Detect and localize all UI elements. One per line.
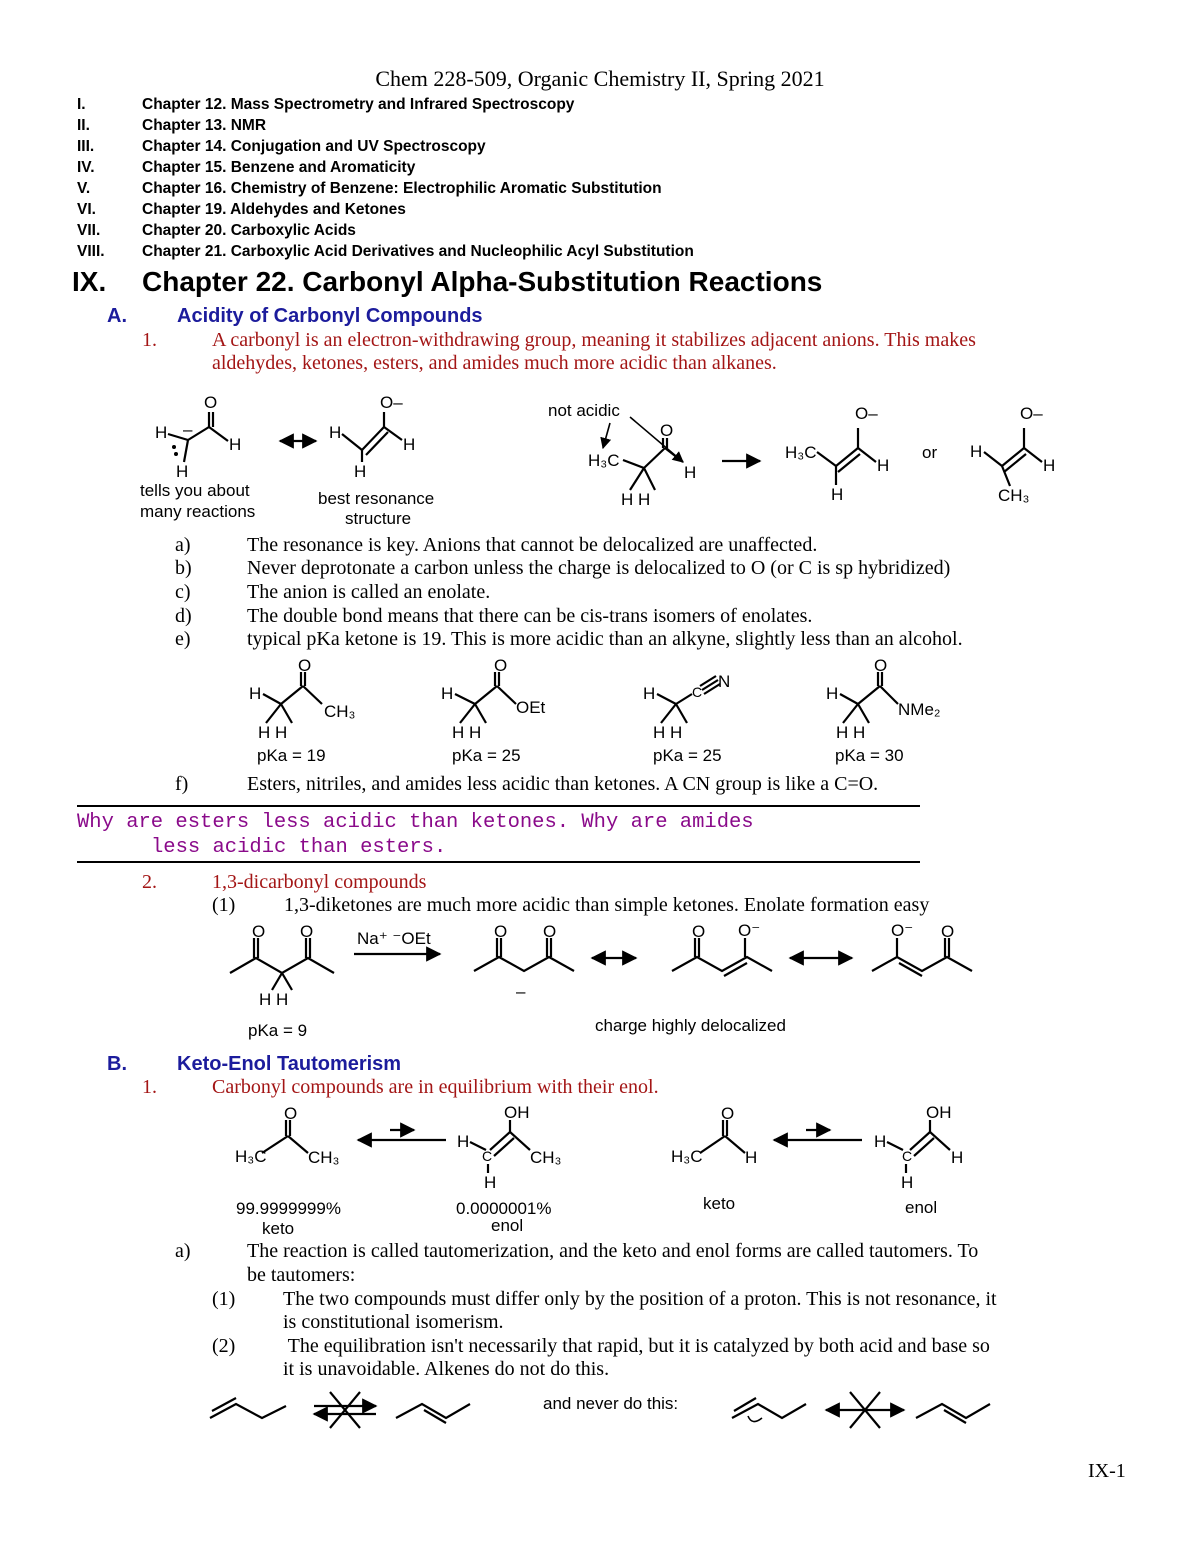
caption: tells you about [140,481,250,500]
pka-label: pKa = 25 [653,746,722,765]
enolate-anion-structure [474,938,574,971]
percent-label: 99.9999999% [236,1199,341,1218]
nitrile-structure [657,676,720,723]
acetaldehyde-keto-structure [700,1120,745,1153]
caption: charge highly delocalized [595,1016,786,1035]
toc-text: Chapter 13. NMR [142,117,267,134]
atom-label: H [901,1173,914,1192]
caption: enol [905,1198,938,1217]
group-label: NMe₂ [898,700,941,719]
atom-label: O [941,922,955,941]
enolate-resonance-1 [672,938,772,976]
atom-label: H [484,1173,497,1192]
item-text: Carbonyl compounds are in equilibrium with their enol. [212,1076,659,1098]
atom-label: C [482,1148,493,1164]
atom-label: H H [653,723,683,742]
atom-label: H [877,456,890,475]
atom-label: H₃C [235,1147,267,1166]
sub-number: (1) [212,1288,236,1310]
atom-label: H [441,684,454,703]
atom-label: H [745,1148,758,1167]
ester-structure [455,672,516,723]
atom-label: OH [926,1103,952,1122]
charge-label: – [516,982,526,1001]
crossed-resonance-arrow [826,1392,904,1428]
atom-label: H [249,684,262,703]
atom-label: H H [621,490,651,509]
toc-text: Chapter 12. Mass Spectrometry and Infrared Spectroscopy [142,96,575,113]
course-title: Chem 228-509, Organic Chemistry II, Spring 2021 [375,66,825,91]
caption: best resonance [318,489,435,508]
group-label: N [718,672,731,691]
equilibrium-arrows [774,1130,862,1140]
atom-label: O– [1020,404,1043,423]
propanal-structure [603,417,683,490]
point-letter: c) [175,581,191,603]
toc-num: III. [77,138,95,155]
ketone-structure [263,672,322,723]
carbanion-structure [168,412,228,462]
toc-text: Chapter 15. Benzene and Aromaticity [142,159,416,176]
pka-label: pKa = 9 [248,1021,308,1040]
atom-label: O [692,922,706,941]
atom-label: H [155,423,168,442]
chapter-number: IX. [72,266,107,297]
atom-label: H [951,1148,964,1167]
group-label: CH₃ [324,702,356,721]
atom-label: CH₃ [308,1148,340,1167]
crossed-equilibrium-arrow [314,1392,376,1428]
atom-label: H [403,435,416,454]
atom-label: H [457,1132,470,1151]
terminal-alkene-structure [210,1398,286,1418]
toc-num: I. [77,96,86,113]
point-text: The double bond means that there can be cis-trans isomers of enolates. [247,605,813,627]
point-text: The reaction is called tautomerization, and the keto and enol forms are called tautomers. To [247,1240,979,1262]
diketone-structure [230,938,334,990]
atom-label: O– [855,404,878,423]
atom-label: H [826,684,839,703]
atom-label: O [494,922,508,941]
caption: many reactions [140,502,256,521]
page-number: IX-1 [1088,1460,1126,1482]
atom-label: C [692,684,703,700]
pka-label: pKa = 30 [835,746,904,765]
atom-label: H [354,462,367,481]
reagent-label: Na⁺ ⁻OEt [357,929,431,948]
atom-label: CH₃ [998,486,1030,505]
point-letter: e) [175,628,191,650]
atom-label: H₃C [785,443,817,462]
sub-number: (1) [212,894,236,916]
item-text: 1,3-dicarbonyl compounds [212,871,427,893]
enolate-resonance-2 [872,938,972,976]
point-text: typical pKa ketone is 19. This is more acidic than an alkyne, slightly less than an alcohol. [247,628,963,650]
item-number: 1. [142,329,157,351]
caption: keto [703,1194,736,1213]
caption: structure [345,509,412,528]
atom-label: O [721,1104,735,1123]
atom-label: O [284,1104,298,1123]
atom-label: O [252,922,266,941]
point-letter: a) [175,534,191,556]
atom-label: C [902,1148,913,1164]
not-acidic-label: not acidic [548,401,620,420]
enolate-product-2 [984,428,1042,486]
atom-label: H [229,435,242,454]
paragraph-line: aldehydes, ketones, esters, and amides much more acidic than alkanes. [212,352,777,374]
atom-label: O [660,421,674,440]
atom-label: H [874,1132,887,1151]
atom-label: H H [258,723,288,742]
item-number: 1. [142,1076,157,1098]
point-text: Esters, nitriles, and amides less acidic than ketones. A CN group is like a C=O. [247,773,879,795]
atom-label: O [543,922,557,941]
or-label: or [922,443,938,462]
paragraph-line: A carbonyl is an electron-withdrawing group, meaning it stabilizes adjacent anions. This makes [212,329,976,351]
section-b-letter: B. [107,1053,127,1075]
internal-alkene-structure-2 [916,1404,990,1423]
toc-text: Chapter 19. Aldehydes and Ketones [142,201,406,218]
question-line: Why are esters less acidic than ketones. Why are amides [77,811,754,834]
atom-label: O⁻ [891,921,914,940]
point-text: be tautomers: [247,1264,356,1286]
equilibrium-arrows [358,1130,446,1140]
chapter-title: Chapter 22. Carbonyl Alpha-Substitution Reactions [142,266,823,297]
toc-text: Chapter 20. Carboxylic Acids [142,222,356,239]
point-letter: f) [175,773,189,795]
atom-label: H [643,684,656,703]
toc-num: VII. [77,222,101,239]
atom-label: OH [504,1103,530,1122]
atom-label: H [176,462,189,481]
point-text: Never deprotonate a carbon unless the charge is delocalized to O (or C is sp hybridized) [247,557,951,579]
toc-num: II. [77,117,90,134]
acetone-enol-structure [470,1120,530,1173]
enolate-product-1 [817,428,876,485]
pka-label: pKa = 19 [257,746,326,765]
atom-label: H H [452,723,482,742]
item-number: 2. [142,871,157,893]
toc-num: VIII. [77,243,105,260]
acetaldehyde-enol-structure [887,1120,950,1173]
point-text: The anion is called an enolate. [247,581,491,603]
atom-label: CH₃ [530,1148,562,1167]
never-do-label: and never do this: [543,1394,679,1413]
toc-num: V. [77,180,91,197]
atom-label: H₃C [671,1147,703,1166]
group-label: OEt [516,698,546,717]
pka-label: pKa = 25 [452,746,521,765]
caption: keto [262,1219,295,1238]
point-letter: b) [175,557,192,579]
section-a-letter: A. [107,305,127,327]
atom-label: H H [259,990,289,1009]
atom-label: O– [380,393,403,412]
sub-number: (2) [212,1335,236,1357]
sub-text: is constitutional isomerism. [283,1311,504,1333]
section-a-title: Acidity of Carbonyl Compounds [177,305,483,327]
toc-text: Chapter 14. Conjugation and UV Spectroscopy [142,138,486,155]
charge-label: – [183,420,193,439]
sub-text: 1,3-diketones are much more acidic than simple ketones. Enolate formation easy [284,894,930,916]
toc-text: Chapter 21. Carboxylic Acid Derivatives and Nucleophilic Acyl Substitution [142,243,694,260]
section-b-title: Keto-Enol Tautomerism [177,1053,402,1075]
acetone-keto-structure [262,1120,308,1153]
atom-label: H [970,442,983,461]
atom-label: H [329,423,342,442]
atom-label: O [204,393,218,412]
atom-label: O [874,656,888,675]
atom-label: O [298,656,312,675]
atom-label: H₃C [588,451,620,470]
internal-alkene-structure [396,1404,470,1423]
toc-num: VI. [77,201,96,218]
atom-label: H [684,463,697,482]
question-line: less acidic than esters. [151,836,447,859]
atom-label: O [300,922,314,941]
amide-structure [840,672,898,723]
sub-text: it is unavoidable. Alkenes do not do this. [283,1358,610,1380]
atom-label: O⁻ [738,921,761,940]
atom-label: O [494,656,508,675]
atom-label: H [1043,456,1056,475]
atom-label: H H [836,723,866,742]
allylic-alkene-structure [732,1398,806,1422]
sub-text: The two compounds must differ only by the position of a proton. This is not resonance, it [283,1288,997,1310]
point-letter: a) [175,1240,191,1262]
atom-label: H [831,485,844,504]
caption: enol [491,1216,524,1235]
point-text: The resonance is key. Anions that cannot be delocalized are unaffected. [247,534,818,556]
enolate-structure [342,412,402,462]
point-letter: d) [175,605,192,627]
toc-text: Chapter 16. Chemistry of Benzene: Electrophilic Aromatic Substitution [142,180,662,197]
percent-label: 0.0000001% [456,1199,552,1218]
sub-text: The equilibration isn't necessarily that rapid, but it is catalyzed by both acid and base so [283,1335,990,1357]
toc-num: IV. [77,159,95,176]
